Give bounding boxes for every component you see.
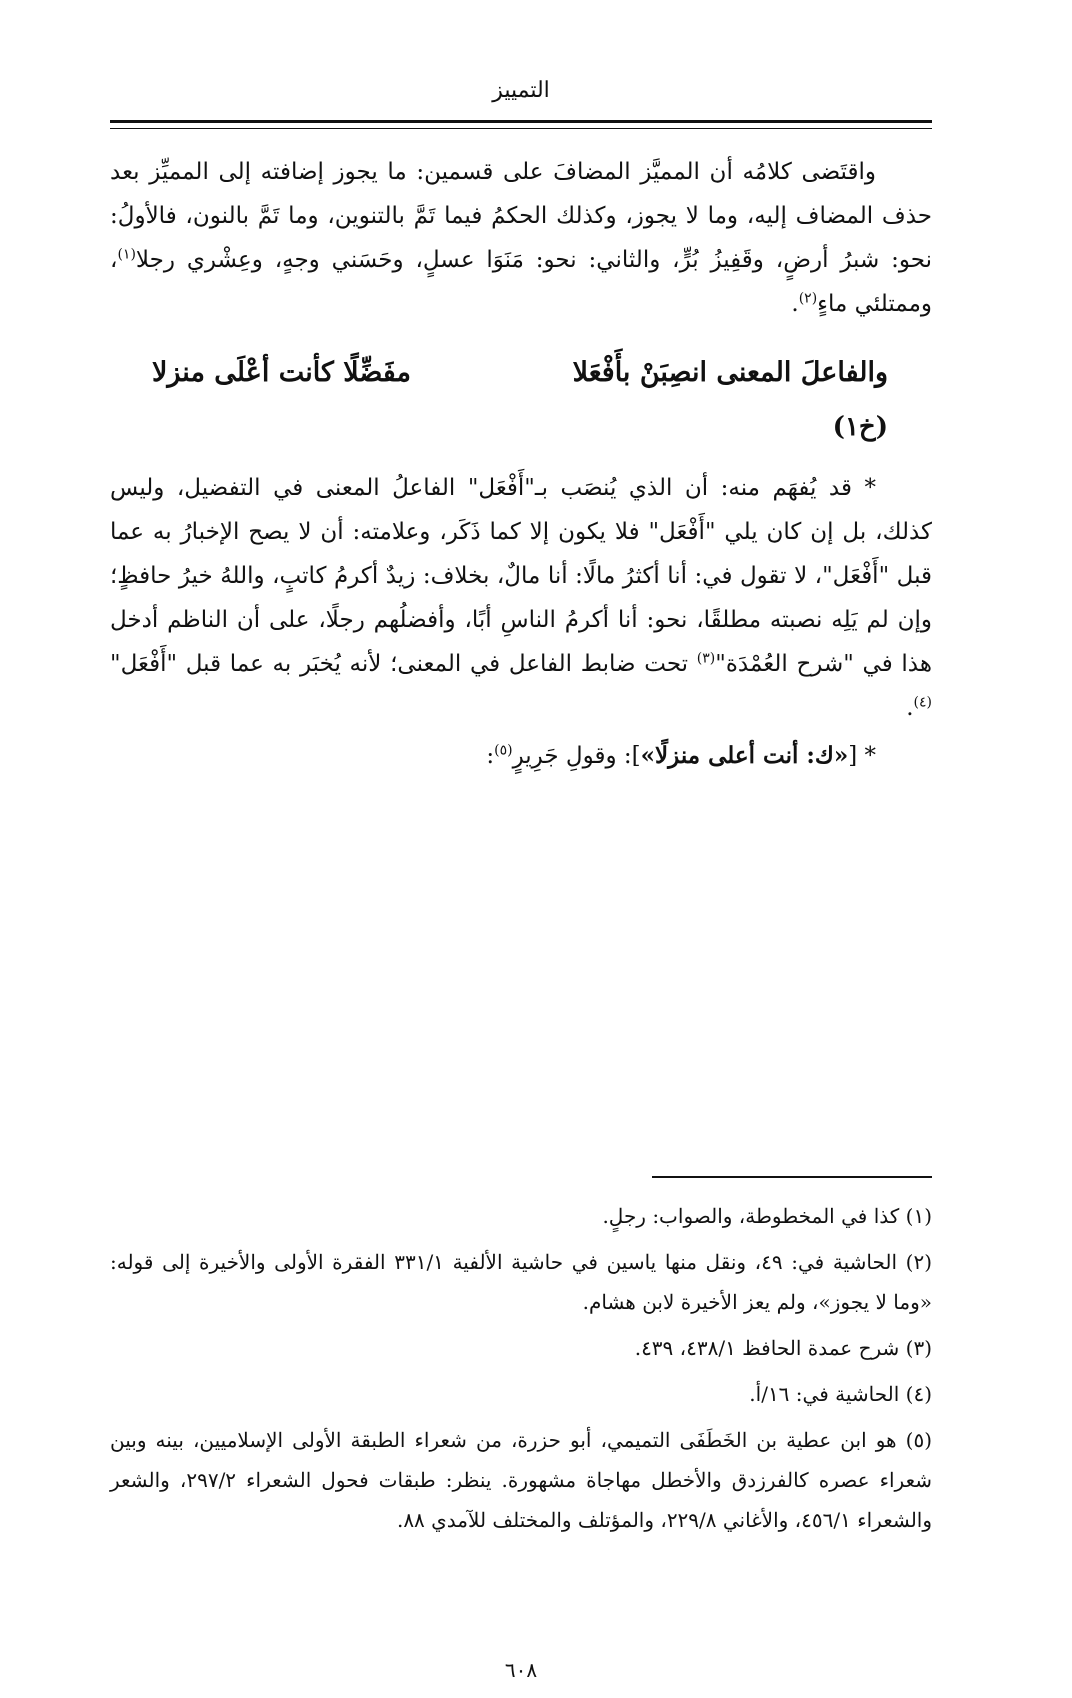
paragraph-2 <box>110 466 932 730</box>
paragraph-3 <box>110 734 932 778</box>
paragraph-1 <box>110 150 932 326</box>
footnote-separator <box>652 1176 932 1178</box>
footnote-5: (٥) هو ابن عطية بن الخَطَفَى التميمي، أبو حزرة، من شعراء الطبقة الأولى الإسلاميين، بينه وبين شعراء عصره كالفرزدق والأخطل مهاجاة مشهورة. ينظر: طبقات فحول الشعراء ٢٩٧/٢، والشعر والشعراء ٤٥٦/١، والأغاني ٢٢٩/٨، والمؤتلف والمختلف للآمدي ٨٨. <box>110 1428 932 1532</box>
page-number: ٦٠٨ <box>504 1658 538 1682</box>
paragraph-1-text-a: واقتَضى كلامُه أن المميَّز المضافَ على قسمين: ما يجوز إضافته إلى المميِّز بعد حذف المضاف إليه، وما لا يجوز، وكذلك الحكمُ فيما تَمَّ بالتنوين، وما تَمَّ بالنون، فالأولُ: نحو: شبرُ أرضٍ، وقَفِيزُ بُرٍّ، والثاني: نحو: مَنَوَا عسلٍ، وحَسَني وجهٍ، وعِشْري رجلا <box>110 159 932 273</box>
paragraph-2-text-b: تحت ضابط الفاعل في المعنى؛ لأنه يُخبَر به عما قبل "أَفْعَل" <box>110 651 697 677</box>
main-text <box>110 150 932 778</box>
paragraph-3-bold-quote: «ك: أنت أعلى منزلًا» <box>640 742 849 769</box>
header-rule-thin <box>110 128 932 129</box>
footnote-ref-3: (٣) <box>696 650 716 667</box>
footnote-ref-1: (١) <box>117 246 136 263</box>
paragraph-1-text-c: . <box>791 291 799 317</box>
footnote-2: (٢) الحاشية في: ٤٩، ونقل منها ياسين في حاشية الألفية ٣٣١/١ الفقرة الأولى والأخيرة إلى قوله: «وما لا يجوز»، ولم يعز الأخيرة لابن هشام. <box>110 1250 933 1314</box>
running-header: التمييز <box>492 78 550 103</box>
footnotes <box>110 1196 932 1540</box>
paragraph-3-text-c: : <box>486 743 495 769</box>
paragraph-3-text-a: * [ <box>848 743 876 769</box>
footnote-1: (١) كذا في المخطوطة، والصواب: رجلٍ. <box>602 1204 932 1228</box>
footnote-3: (٣) شرح عمدة الحافظ ٤٣٨/١، ٤٣٩. <box>634 1336 932 1360</box>
verse-hemistich-1: والفاعلَ المعنى انصِبَنْ بأَفْعَلا <box>572 357 888 388</box>
footnote-ref-2: (٢) <box>798 290 818 307</box>
header-rule-thick <box>110 120 932 123</box>
verse-hemistich-2: مفَضِّلًا كأنت أعْلَى منزلا <box>152 357 411 388</box>
paragraph-2-text-c: . <box>906 695 914 721</box>
paragraph-3-text-b: ]: وقولِ جَرِيرٍ <box>512 743 641 769</box>
verse-line <box>110 344 932 402</box>
paragraph-2-text-a: * قد يُفهَم منه: أن الذي يُنصَب بـ"أَفْعَل" الفاعلُ المعنى في التفضيل، وليس كذلك، بل إن كان يلي "أَفْعَل" فلا يكون إلا كما ذَكَر، وعلامته: أن لا يصح الإخبارُ به عما قبل "أَفْعَل"، لا تقول في: أنا أكثرُ مالًا: أنا مالٌ، بخلاف: زيدٌ أكرمُ كاتبٍ، واللهُ خيرُ حافظٍ؛ وإن لم يَلِه نصبته مطلقًا، نحو: أنا أكرمُ الناسِ أبًا، وأفضلُهم رجلًا، على أن الناظم أدخل هذا في "شرح العُمْدَة" <box>110 475 932 677</box>
paragraph-1-text-b: ، وممتلئي ماءٍ <box>110 247 932 317</box>
verse-reference: (خ١) <box>832 412 888 442</box>
footnote-ref-4: (٤) <box>913 694 932 711</box>
footnote-4: (٤) الحاشية في: ١٦/أ. <box>749 1382 932 1406</box>
footnote-ref-5: (٥) <box>494 742 513 759</box>
